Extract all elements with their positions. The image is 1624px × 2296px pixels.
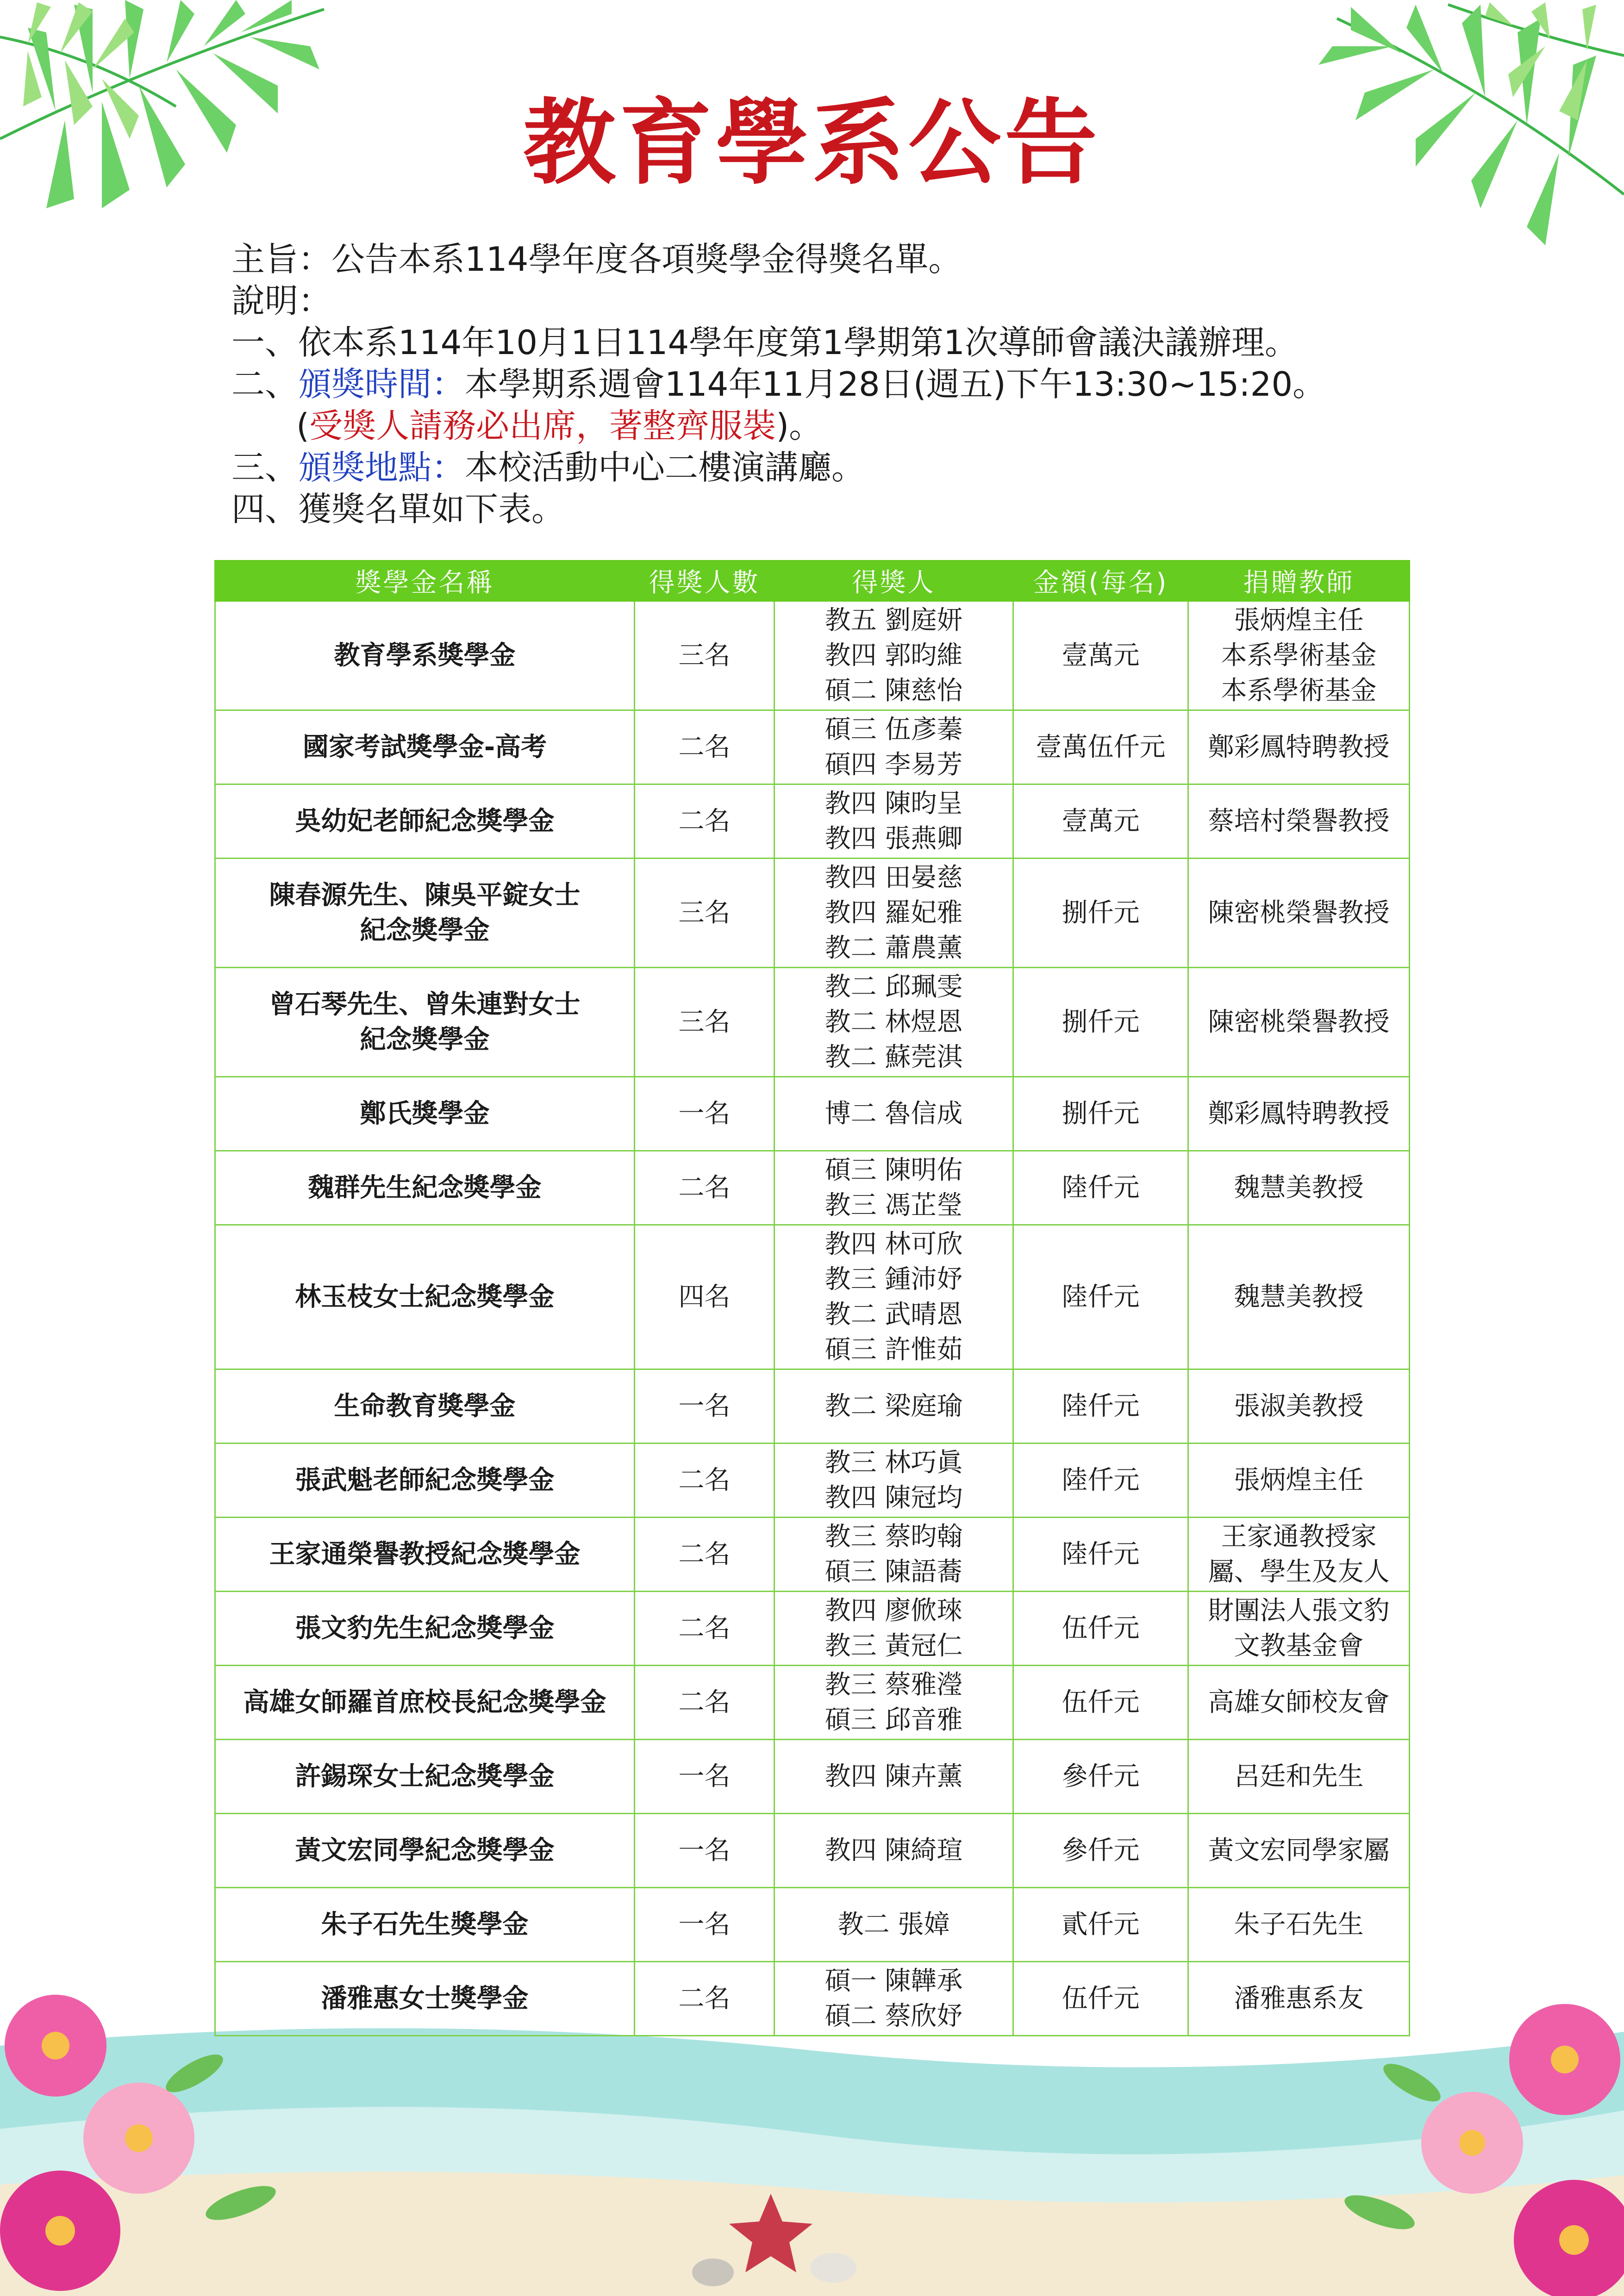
recipients-cell: 碩一 陳韡承 碩二 蔡欣妤 (775, 1962, 1013, 2036)
donor-cell: 王家通教授家 屬、學生及友人 (1188, 1518, 1410, 1592)
table-row (215, 1814, 1410, 1888)
scholarship-name-cell: 生命教育獎學金 (215, 1369, 635, 1444)
donor-cell: 鄭彩鳳特聘教授 (1188, 710, 1410, 784)
recipient-count-cell: 二名 (635, 1666, 775, 1740)
header-donor: 捐贈教師 (1188, 561, 1410, 601)
table-row (215, 859, 1410, 968)
table-header-row (215, 561, 1410, 601)
award-place-label: 頒獎地點： (298, 448, 465, 487)
item-2-prefix: 二、 (231, 365, 299, 404)
donor-cell: 魏慧美教授 (1188, 1151, 1410, 1225)
amount-cell: 壹萬元 (1013, 601, 1188, 710)
recipient-count-cell: 三名 (635, 859, 775, 968)
table-row (215, 1077, 1410, 1151)
award-time-label: 頒獎時間： (298, 365, 465, 404)
recipients-cell: 碩三 陳明佑 教三 馮芷瑩 (775, 1151, 1013, 1225)
amount-cell: 陸仟元 (1013, 1444, 1188, 1518)
scholarship-name-cell: 陳春源先生、陳吳平錠女士 紀念獎學金 (215, 859, 635, 968)
item-4: 四、獲獎名單如下表。 (231, 490, 565, 529)
explain-line: 說明： (231, 281, 332, 320)
recipient-count-cell: 三名 (635, 601, 775, 710)
donor-cell: 財團法人張文豹 文教基金會 (1188, 1592, 1410, 1666)
donor-cell: 張炳煌主任 (1188, 1444, 1410, 1518)
table-row (215, 710, 1410, 784)
page-title: 教育學系公告 (523, 89, 1101, 197)
table-row (215, 601, 1410, 710)
recipient-count-cell: 二名 (635, 1962, 775, 2036)
donor-cell: 潘雅惠系友 (1188, 1962, 1410, 2036)
scholarship-name-cell: 許錫琛女士紀念獎學金 (215, 1740, 635, 1814)
scholarship-name-cell: 張武魁老師紀念獎學金 (215, 1444, 635, 1518)
header-amount: 金額(每名) (1013, 561, 1188, 601)
amount-cell: 貳仟元 (1013, 1888, 1188, 1962)
scholarship-name-cell: 鄭氏獎學金 (215, 1077, 635, 1151)
recipient-count-cell: 二名 (635, 710, 775, 784)
recipient-count-cell: 二名 (635, 784, 775, 859)
scholarship-name-cell: 林玉枝女士紀念獎學金 (215, 1225, 635, 1369)
announcement-body (231, 238, 1435, 530)
scholarship-name-cell: 國家考試獎學金-高考 (215, 710, 635, 784)
recipients-cell: 教三 林巧眞 教四 陳冠均 (775, 1444, 1013, 1518)
header-count: 得獎人數 (635, 561, 775, 601)
amount-cell: 參仟元 (1013, 1740, 1188, 1814)
amount-cell: 陸仟元 (1013, 1151, 1188, 1225)
donor-cell: 張淑美教授 (1188, 1369, 1410, 1444)
donor-cell: 蔡培村榮譽教授 (1188, 784, 1410, 859)
table-row (215, 1666, 1410, 1740)
scholarship-name-cell: 曾石琴先生、曾朱連對女士 紀念獎學金 (215, 968, 635, 1077)
recipients-cell: 教四 廖俽琜 教三 黃冠仁 (775, 1592, 1013, 1666)
recipients-cell: 教二 邱珮雯 教二 林煜恩 教二 蘇莞淇 (775, 968, 1013, 1077)
recipients-cell: 教三 蔡雅瀅 碩三 邱音雅 (775, 1666, 1013, 1740)
recipients-cell: 教三 蔡昀翰 碩三 陳語蕎 (775, 1518, 1013, 1592)
amount-cell: 捌仟元 (1013, 1077, 1188, 1151)
scholarship-name-cell: 朱子石先生獎學金 (215, 1888, 635, 1962)
recipient-count-cell: 二名 (635, 1444, 775, 1518)
table-row (215, 1592, 1410, 1666)
donor-cell: 張炳煌主任 本系學術基金 本系學術基金 (1188, 601, 1410, 710)
table-row (215, 1151, 1410, 1225)
note-open: ( (296, 406, 310, 445)
recipient-count-cell: 二名 (635, 1151, 775, 1225)
recipients-cell: 教四 陳卉薰 (775, 1740, 1013, 1814)
item-3-prefix: 三、 (231, 448, 299, 487)
table-row (215, 968, 1410, 1077)
recipients-cell: 碩三 伍彥蓁 碩四 李易芳 (775, 710, 1013, 784)
recipients-cell: 教四 林可欣 教三 鍾沛妤 教二 武晴恩 碩三 許惟茹 (775, 1225, 1013, 1369)
donor-cell: 陳密桃榮譽教授 (1188, 859, 1410, 968)
table-row (215, 1225, 1410, 1369)
scholarship-name-cell: 張文豹先生紀念獎學金 (215, 1592, 635, 1666)
amount-cell: 伍仟元 (1013, 1592, 1188, 1666)
amount-cell: 伍仟元 (1013, 1962, 1188, 2036)
recipient-count-cell: 二名 (635, 1592, 775, 1666)
amount-cell: 陸仟元 (1013, 1518, 1188, 1592)
recipient-count-cell: 一名 (635, 1740, 775, 1814)
scholarship-name-cell: 魏群先生紀念獎學金 (215, 1151, 635, 1225)
amount-cell: 陸仟元 (1013, 1369, 1188, 1444)
table-row (215, 1962, 1410, 2036)
item-1: 一、依本系114年10月1日114學年度第1學期第1次導師會議決議辦理。 (231, 323, 1298, 362)
recipients-cell: 博二 魯信成 (775, 1077, 1013, 1151)
amount-cell: 陸仟元 (1013, 1225, 1188, 1369)
amount-cell: 捌仟元 (1013, 859, 1188, 968)
award-time-text: 本學期系週會114年11月28日(週五)下午13:30~15:20。 (465, 365, 1326, 404)
subject-line: 主旨：公告本系114學年度各項獎學金得獎名單。 (231, 240, 962, 279)
recipient-count-cell: 一名 (635, 1077, 775, 1151)
donor-cell: 呂廷和先生 (1188, 1740, 1410, 1814)
recipients-cell: 教四 陳綺瑄 (775, 1814, 1013, 1888)
recipients-cell: 教二 梁庭瑜 (775, 1369, 1013, 1444)
donor-cell: 高雄女師校友會 (1188, 1666, 1410, 1740)
recipients-cell: 教二 張嫜 (775, 1888, 1013, 1962)
amount-cell: 伍仟元 (1013, 1666, 1188, 1740)
recipients-cell: 教五 劉庭妍 教四 郭昀維 碩二 陳慈怡 (775, 601, 1013, 710)
item-2 (231, 363, 1435, 405)
donor-cell: 鄭彩鳳特聘教授 (1188, 1077, 1410, 1151)
recipient-count-cell: 一名 (635, 1814, 775, 1888)
recipient-count-cell: 二名 (635, 1518, 775, 1592)
donor-cell: 陳密桃榮譽教授 (1188, 968, 1410, 1077)
donor-cell: 朱子石先生 (1188, 1888, 1410, 1962)
scholarship-name-cell: 王家通榮譽教授紀念獎學金 (215, 1518, 635, 1592)
scholarship-name-cell: 黃文宏同學紀念獎學金 (215, 1814, 635, 1888)
table-row (215, 784, 1410, 859)
recipients-cell: 教四 田晏慈 教四 羅妃雅 教二 蕭農薰 (775, 859, 1013, 968)
recipient-count-cell: 一名 (635, 1888, 775, 1962)
scholarship-name-cell: 潘雅惠女士獎學金 (215, 1962, 635, 2036)
amount-cell: 壹萬伍仟元 (1013, 710, 1188, 784)
attendance-note: 受獎人請務必出席，著整齊服裝 (309, 406, 776, 445)
table-row (215, 1369, 1410, 1444)
scholarship-name-cell: 教育學系獎學金 (215, 601, 635, 710)
note-close: )。 (776, 406, 823, 445)
header-scholarship-name: 獎學金名稱 (215, 561, 635, 601)
table-row (215, 1518, 1410, 1592)
donor-cell: 魏慧美教授 (1188, 1225, 1410, 1369)
amount-cell: 參仟元 (1013, 1814, 1188, 1888)
recipients-cell: 教四 陳昀呈 教四 張燕卿 (775, 784, 1013, 859)
item-3 (231, 447, 1435, 488)
seashell-icon (810, 2253, 856, 2283)
amount-cell: 壹萬元 (1013, 784, 1188, 859)
table-row (215, 1888, 1410, 1962)
donor-cell: 黃文宏同學家屬 (1188, 1814, 1410, 1888)
recipient-count-cell: 三名 (635, 968, 775, 1077)
scholarship-name-cell: 吳幼妃老師紀念獎學金 (215, 784, 635, 859)
recipient-count-cell: 一名 (635, 1369, 775, 1444)
table-row (215, 1444, 1410, 1518)
scholarship-name-cell: 高雄女師羅首庶校長紀念獎學金 (215, 1666, 635, 1740)
header-recipients: 得獎人 (775, 561, 1013, 601)
amount-cell: 捌仟元 (1013, 968, 1188, 1077)
item-2-note (231, 405, 1435, 447)
recipient-count-cell: 四名 (635, 1225, 775, 1369)
table-row (215, 1740, 1410, 1814)
scholarship-table (214, 560, 1410, 2036)
award-place-text: 本校活動中心二樓演講廳。 (465, 448, 865, 487)
